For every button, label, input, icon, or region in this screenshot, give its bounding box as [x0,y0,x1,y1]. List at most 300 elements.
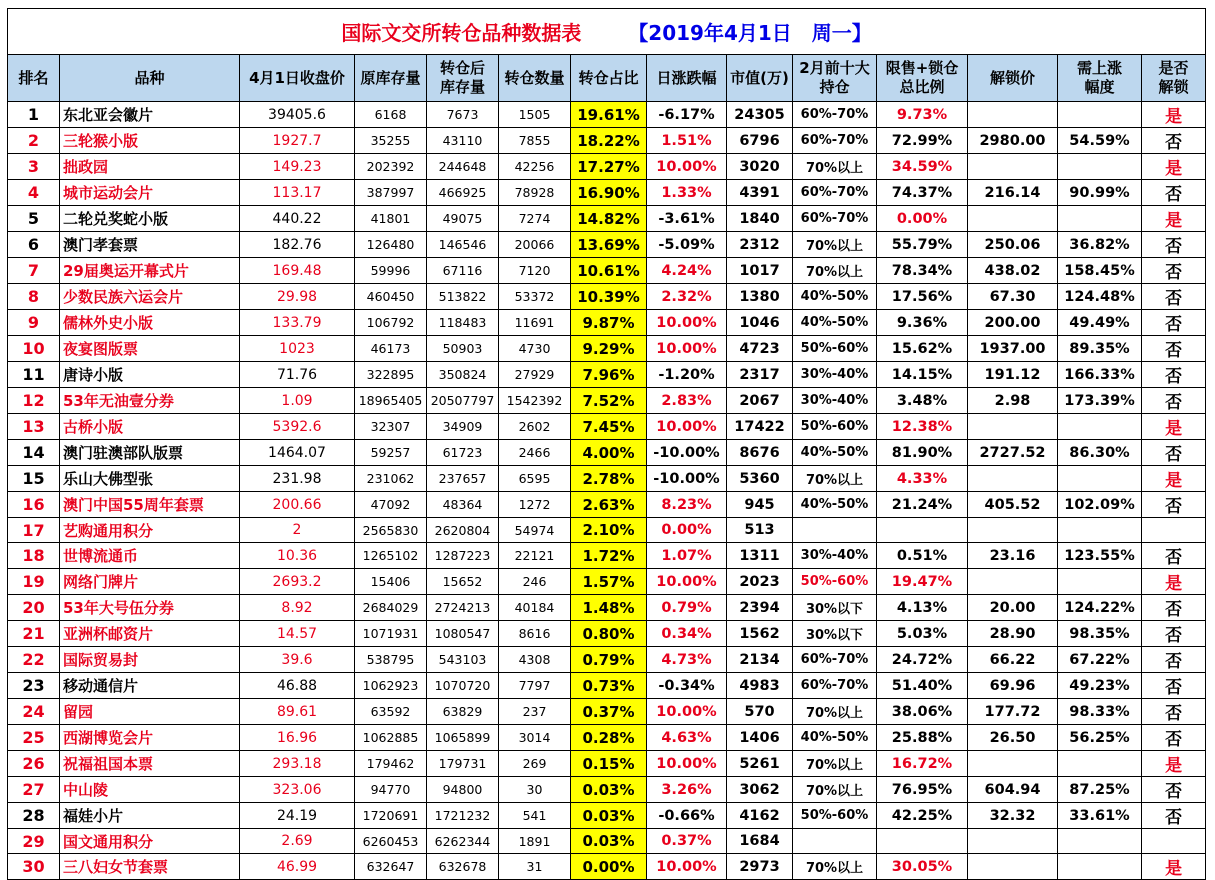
after-stock-cell: 6262344 [427,829,499,854]
top-holders-cell: 40%-50% [793,492,877,518]
table-row [8,362,1206,388]
top-holders-cell [793,829,877,854]
market-cap-cell: 2973 [727,854,793,880]
locked-ratio-cell: 55.79% [877,232,968,258]
after-stock-cell: 513822 [427,284,499,310]
daily-change-cell: 1.33% [647,180,727,206]
daily-change-cell: 2.83% [647,388,727,414]
unlock-price-cell [968,414,1058,440]
name-cell: 祝福祖国本票 [60,751,240,777]
price-cell: 149.23 [240,154,355,180]
name-cell: 国文通用积分 [60,829,240,854]
needed-rise-cell: 158.45% [1058,258,1142,284]
locked-ratio-cell [877,829,968,854]
unlocked-cell: 否 [1142,362,1206,388]
column-header: 日涨跌幅 [647,55,727,102]
market-cap-cell: 2312 [727,232,793,258]
rank-cell: 23 [8,673,60,699]
top-holders-cell: 70%以上 [793,466,877,492]
locked-ratio-cell: 19.47% [877,569,968,595]
transfer-qty-cell: 4730 [499,336,571,362]
after-stock-cell: 244648 [427,154,499,180]
unlock-price-cell [968,829,1058,854]
after-stock-cell: 146546 [427,232,499,258]
price-cell: 113.17 [240,180,355,206]
transfer-ratio-cell: 1.48% [571,595,647,621]
unlocked-cell [1142,518,1206,543]
unlocked-cell: 是 [1142,751,1206,777]
locked-ratio-cell: 51.40% [877,673,968,699]
locked-ratio-cell: 15.62% [877,336,968,362]
name-cell: 西湖博览会片 [60,725,240,751]
unlock-price-cell: 28.90 [968,621,1058,647]
needed-rise-cell: 49.49% [1058,310,1142,336]
title-date: 【2019年4月1日 周一】 [628,21,872,45]
table-row [8,829,1206,854]
price-cell: 231.98 [240,466,355,492]
transfer-ratio-cell: 9.29% [571,336,647,362]
column-header: 品种 [60,55,240,102]
price-cell: 29.98 [240,284,355,310]
table-row [8,206,1206,232]
name-cell: 53年大号伍分券 [60,595,240,621]
price-cell: 8.92 [240,595,355,621]
name-cell: 澳门驻澳部队版票 [60,440,240,466]
market-cap-cell: 4723 [727,336,793,362]
after-stock-cell: 2620804 [427,518,499,543]
locked-ratio-cell: 12.38% [877,414,968,440]
daily-change-cell: 4.63% [647,725,727,751]
transfer-qty-cell: 1272 [499,492,571,518]
needed-rise-cell: 102.09% [1058,492,1142,518]
unlock-price-cell: 67.30 [968,284,1058,310]
name-cell: 移动通信片 [60,673,240,699]
name-cell: 古桥小版 [60,414,240,440]
rank-cell: 30 [8,854,60,880]
after-stock-cell: 94800 [427,777,499,803]
name-cell: 亚洲杯邮资片 [60,621,240,647]
original-stock-cell: 59257 [355,440,427,466]
after-stock-cell: 50903 [427,336,499,362]
market-cap-cell: 513 [727,518,793,543]
needed-rise-cell [1058,102,1142,128]
daily-change-cell: -0.34% [647,673,727,699]
price-cell: 440.22 [240,206,355,232]
locked-ratio-cell: 21.24% [877,492,968,518]
daily-change-cell: -10.00% [647,440,727,466]
unlock-price-cell: 405.52 [968,492,1058,518]
locked-ratio-cell: 42.25% [877,803,968,829]
column-header: 排名 [8,55,60,102]
name-cell: 拙政园 [60,154,240,180]
market-cap-cell: 1684 [727,829,793,854]
transfer-ratio-cell: 0.73% [571,673,647,699]
transfer-ratio-cell: 9.87% [571,310,647,336]
needed-rise-cell: 166.33% [1058,362,1142,388]
table-row [8,440,1206,466]
daily-change-cell: 10.00% [647,854,727,880]
market-cap-cell: 945 [727,492,793,518]
daily-change-cell: -6.17% [647,102,727,128]
rank-cell: 28 [8,803,60,829]
transfer-ratio-cell: 16.90% [571,180,647,206]
original-stock-cell: 322895 [355,362,427,388]
unlocked-cell: 否 [1142,725,1206,751]
unlock-price-cell: 1937.00 [968,336,1058,362]
unlock-price-cell [968,854,1058,880]
daily-change-cell: 1.51% [647,128,727,154]
daily-change-cell: -5.09% [647,232,727,258]
unlock-price-cell [968,569,1058,595]
daily-change-cell: 10.00% [647,569,727,595]
locked-ratio-cell: 78.34% [877,258,968,284]
unlock-price-cell [968,206,1058,232]
table-row [8,232,1206,258]
rank-cell: 8 [8,284,60,310]
transfer-ratio-cell: 4.00% [571,440,647,466]
rank-cell: 7 [8,258,60,284]
locked-ratio-cell [877,518,968,543]
table-row [8,336,1206,362]
unlocked-cell: 否 [1142,621,1206,647]
original-stock-cell: 1265102 [355,543,427,569]
transfer-qty-cell: 2466 [499,440,571,466]
daily-change-cell: 1.07% [647,543,727,569]
needed-rise-cell [1058,751,1142,777]
unlocked-cell: 是 [1142,206,1206,232]
unlocked-cell: 否 [1142,699,1206,725]
needed-rise-cell [1058,206,1142,232]
unlocked-cell: 否 [1142,388,1206,414]
name-cell: 二轮兑奖蛇小版 [60,206,240,232]
table-row [8,466,1206,492]
table-body [8,102,1206,880]
original-stock-cell: 632647 [355,854,427,880]
top-holders-cell: 50%-60% [793,336,877,362]
unlocked-cell: 否 [1142,128,1206,154]
top-holders-cell: 30%以下 [793,595,877,621]
table-row [8,180,1206,206]
name-cell: 三八妇女节套票 [60,854,240,880]
original-stock-cell: 538795 [355,647,427,673]
needed-rise-cell [1058,569,1142,595]
locked-ratio-cell: 14.15% [877,362,968,388]
rank-cell: 3 [8,154,60,180]
original-stock-cell: 2684029 [355,595,427,621]
top-holders-cell: 60%-70% [793,206,877,232]
transfer-ratio-cell: 13.69% [571,232,647,258]
transfer-qty-cell: 1505 [499,102,571,128]
transfer-ratio-cell: 18.22% [571,128,647,154]
table-row [8,621,1206,647]
column-header: 2月前十大 持仓 [793,55,877,102]
after-stock-cell: 43110 [427,128,499,154]
transfer-ratio-cell: 0.03% [571,777,647,803]
unlocked-cell: 否 [1142,543,1206,569]
original-stock-cell: 1062885 [355,725,427,751]
original-stock-cell: 2565830 [355,518,427,543]
transfer-qty-cell: 22121 [499,543,571,569]
market-cap-cell: 3062 [727,777,793,803]
daily-change-cell: 4.73% [647,647,727,673]
market-cap-cell: 6796 [727,128,793,154]
unlock-price-cell [968,154,1058,180]
name-cell: 网络门牌片 [60,569,240,595]
after-stock-cell: 15652 [427,569,499,595]
needed-rise-cell: 123.55% [1058,543,1142,569]
locked-ratio-cell: 25.88% [877,725,968,751]
top-holders-cell: 30%-40% [793,543,877,569]
top-holders-cell: 40%-50% [793,284,877,310]
daily-change-cell: 10.00% [647,310,727,336]
top-holders-cell: 70%以上 [793,258,877,284]
transfer-qty-cell: 246 [499,569,571,595]
locked-ratio-cell: 0.51% [877,543,968,569]
needed-rise-cell: 90.99% [1058,180,1142,206]
needed-rise-cell: 124.22% [1058,595,1142,621]
top-holders-cell: 50%-60% [793,803,877,829]
daily-change-cell: 0.79% [647,595,727,621]
transfer-qty-cell: 31 [499,854,571,880]
unlock-price-cell: 2727.52 [968,440,1058,466]
price-cell: 16.96 [240,725,355,751]
daily-change-cell: 10.00% [647,414,727,440]
name-cell: 城市运动会片 [60,180,240,206]
needed-rise-cell [1058,466,1142,492]
transfer-qty-cell: 27929 [499,362,571,388]
table-row [8,595,1206,621]
after-stock-cell: 632678 [427,854,499,880]
column-header: 转仓占比 [571,55,647,102]
transfer-ratio-cell: 7.52% [571,388,647,414]
name-cell: 53年无油壹分券 [60,388,240,414]
unlock-price-cell: 191.12 [968,362,1058,388]
transfer-ratio-cell: 7.45% [571,414,647,440]
needed-rise-cell [1058,518,1142,543]
unlocked-cell: 否 [1142,777,1206,803]
daily-change-cell: 3.26% [647,777,727,803]
original-stock-cell: 179462 [355,751,427,777]
column-header: 需上涨 幅度 [1058,55,1142,102]
daily-change-cell: -3.61% [647,206,727,232]
original-stock-cell: 15406 [355,569,427,595]
rank-cell: 12 [8,388,60,414]
locked-ratio-cell: 16.72% [877,751,968,777]
after-stock-cell: 34909 [427,414,499,440]
locked-ratio-cell: 76.95% [877,777,968,803]
locked-ratio-cell: 81.90% [877,440,968,466]
unlocked-cell: 否 [1142,284,1206,310]
market-cap-cell: 17422 [727,414,793,440]
rank-cell: 19 [8,569,60,595]
price-cell: 2 [240,518,355,543]
needed-rise-cell: 67.22% [1058,647,1142,673]
locked-ratio-cell: 5.03% [877,621,968,647]
needed-rise-cell: 98.33% [1058,699,1142,725]
transfer-qty-cell: 541 [499,803,571,829]
market-cap-cell: 2067 [727,388,793,414]
top-holders-cell: 30%-40% [793,362,877,388]
needed-rise-cell: 36.82% [1058,232,1142,258]
original-stock-cell: 46173 [355,336,427,362]
transfer-table [7,8,1206,880]
after-stock-cell: 63829 [427,699,499,725]
after-stock-cell: 543103 [427,647,499,673]
table-row [8,258,1206,284]
transfer-qty-cell: 2602 [499,414,571,440]
unlocked-cell: 是 [1142,854,1206,880]
locked-ratio-cell: 9.36% [877,310,968,336]
transfer-ratio-cell: 1.57% [571,569,647,595]
header-row [8,55,1206,102]
table-row [8,310,1206,336]
rank-cell: 5 [8,206,60,232]
after-stock-cell: 237657 [427,466,499,492]
daily-change-cell: 10.00% [647,336,727,362]
market-cap-cell: 1840 [727,206,793,232]
needed-rise-cell: 87.25% [1058,777,1142,803]
unlock-price-cell: 23.16 [968,543,1058,569]
price-cell: 2.69 [240,829,355,854]
market-cap-cell: 3020 [727,154,793,180]
locked-ratio-cell: 3.48% [877,388,968,414]
column-header: 限售+锁仓 总比例 [877,55,968,102]
original-stock-cell: 32307 [355,414,427,440]
transfer-qty-cell: 7274 [499,206,571,232]
rank-cell: 18 [8,543,60,569]
after-stock-cell: 49075 [427,206,499,232]
top-holders-cell: 60%-70% [793,128,877,154]
column-header: 是否 解锁 [1142,55,1206,102]
unlock-price-cell [968,466,1058,492]
unlocked-cell: 否 [1142,647,1206,673]
unlock-price-cell: 604.94 [968,777,1058,803]
table-row [8,673,1206,699]
market-cap-cell: 2134 [727,647,793,673]
top-holders-cell: 70%以上 [793,232,877,258]
rank-cell: 10 [8,336,60,362]
original-stock-cell: 126480 [355,232,427,258]
needed-rise-cell: 173.39% [1058,388,1142,414]
unlock-price-cell: 438.02 [968,258,1058,284]
rank-cell: 15 [8,466,60,492]
price-cell: 39.6 [240,647,355,673]
needed-rise-cell: 89.35% [1058,336,1142,362]
needed-rise-cell: 33.61% [1058,803,1142,829]
price-cell: 10.36 [240,543,355,569]
transfer-qty-cell: 30 [499,777,571,803]
table-row [8,128,1206,154]
unlock-price-cell: 250.06 [968,232,1058,258]
price-cell: 133.79 [240,310,355,336]
transfer-qty-cell: 42256 [499,154,571,180]
unlocked-cell: 是 [1142,569,1206,595]
name-cell: 艺购通用积分 [60,518,240,543]
original-stock-cell: 460450 [355,284,427,310]
needed-rise-cell [1058,854,1142,880]
unlocked-cell: 否 [1142,336,1206,362]
unlocked-cell: 否 [1142,595,1206,621]
daily-change-cell: -1.20% [647,362,727,388]
top-holders-cell: 40%-50% [793,310,877,336]
transfer-qty-cell: 7797 [499,673,571,699]
needed-rise-cell: 86.30% [1058,440,1142,466]
price-cell: 46.99 [240,854,355,880]
top-holders-cell: 70%以上 [793,154,877,180]
price-cell: 1464.07 [240,440,355,466]
locked-ratio-cell: 74.37% [877,180,968,206]
transfer-qty-cell: 54974 [499,518,571,543]
name-cell: 留园 [60,699,240,725]
after-stock-cell: 1080547 [427,621,499,647]
rank-cell: 21 [8,621,60,647]
after-stock-cell: 179731 [427,751,499,777]
after-stock-cell: 48364 [427,492,499,518]
original-stock-cell: 1062923 [355,673,427,699]
transfer-qty-cell: 7120 [499,258,571,284]
table-row [8,854,1206,880]
market-cap-cell: 2394 [727,595,793,621]
market-cap-cell: 8676 [727,440,793,466]
daily-change-cell: -10.00% [647,466,727,492]
price-cell: 24.19 [240,803,355,829]
unlocked-cell: 否 [1142,310,1206,336]
transfer-ratio-cell: 0.00% [571,854,647,880]
original-stock-cell: 6168 [355,102,427,128]
unlocked-cell [1142,829,1206,854]
unlock-price-cell: 26.50 [968,725,1058,751]
locked-ratio-cell: 4.13% [877,595,968,621]
unlock-price-cell: 216.14 [968,180,1058,206]
unlocked-cell: 是 [1142,414,1206,440]
after-stock-cell: 61723 [427,440,499,466]
locked-ratio-cell: 72.99% [877,128,968,154]
name-cell: 乐山大佛型张 [60,466,240,492]
name-cell: 夜宴图版票 [60,336,240,362]
market-cap-cell: 4162 [727,803,793,829]
unlock-price-cell [968,751,1058,777]
rank-cell: 14 [8,440,60,466]
transfer-ratio-cell: 0.80% [571,621,647,647]
after-stock-cell: 2724213 [427,595,499,621]
table-row [8,543,1206,569]
market-cap-cell: 2023 [727,569,793,595]
daily-change-cell: 10.00% [647,751,727,777]
price-cell: 14.57 [240,621,355,647]
table-row [8,725,1206,751]
market-cap-cell: 1017 [727,258,793,284]
after-stock-cell: 1721232 [427,803,499,829]
table-row [8,102,1206,128]
top-holders-cell: 70%以上 [793,699,877,725]
after-stock-cell: 1287223 [427,543,499,569]
daily-change-cell: 10.00% [647,154,727,180]
market-cap-cell: 1562 [727,621,793,647]
transfer-ratio-cell: 10.39% [571,284,647,310]
rank-cell: 1 [8,102,60,128]
original-stock-cell: 63592 [355,699,427,725]
needed-rise-cell: 56.25% [1058,725,1142,751]
table-row [8,492,1206,518]
table-row [8,388,1206,414]
column-header: 转仓数量 [499,55,571,102]
daily-change-cell: 0.00% [647,518,727,543]
market-cap-cell: 24305 [727,102,793,128]
transfer-qty-cell: 3014 [499,725,571,751]
transfer-ratio-cell: 2.10% [571,518,647,543]
market-cap-cell: 4391 [727,180,793,206]
rank-cell: 29 [8,829,60,854]
